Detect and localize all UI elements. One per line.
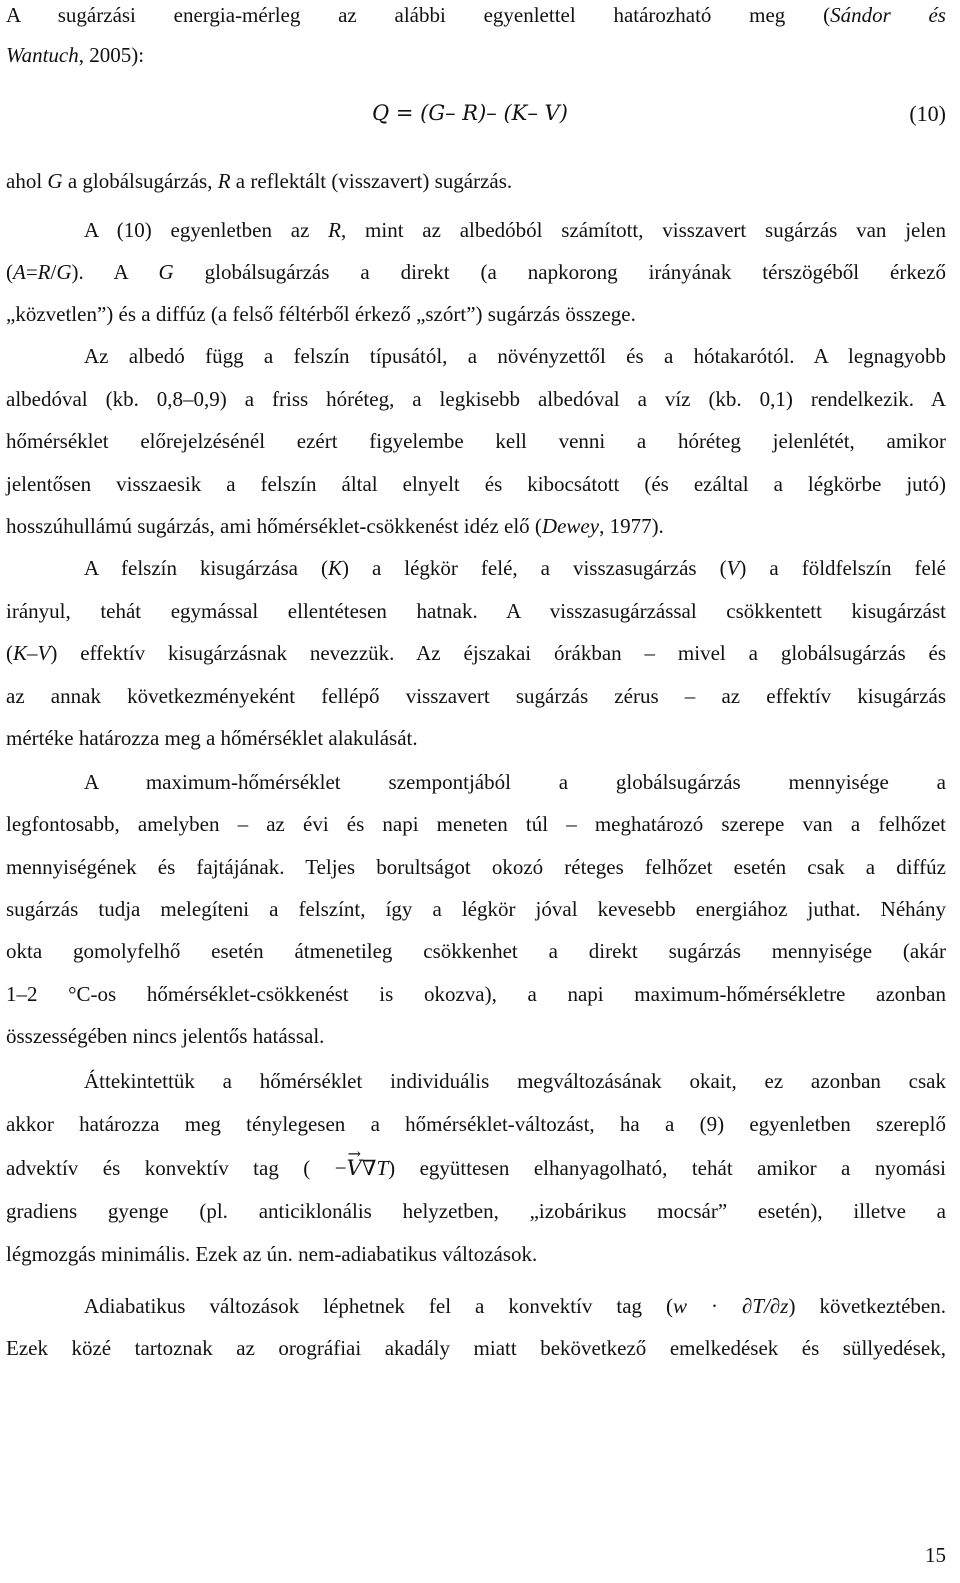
text-line: mennyiségének és fajtájának. Teljes borultságot okozó réteges felhőzet esetén csak a diffúz: [6, 855, 946, 879]
text-line: hőmérséklet előrejelzésénél ezért figyelembe kell venni a hóréteg jelenlétét, amikor: [6, 429, 946, 453]
text-line: (K–V) effektív kisugárzásnak nevezzük. Az éjszakai órákban – mivel a globálsugárzás és: [6, 641, 946, 665]
text-line: összességében nincs jelentős hatással.: [6, 1024, 325, 1048]
text-line: Áttekintettük a hőmérséklet individuális megváltozásának okait, ez azonban csak: [84, 1069, 946, 1093]
text-line: okta gomolyfelhő esetén átmenetileg csökkenhet a direkt sugárzás mennyisége (akár: [6, 939, 946, 963]
text-line: A (10) egyenletben az R, mint az albedóból számított, visszavert sugárzás van jelen: [84, 218, 946, 242]
equation-number: (10): [909, 101, 946, 126]
text-segment: Adiabatikus változások léphetnek fel a konvektív tag (: [84, 1294, 674, 1318]
text-line: légmozgás minimális. Ezek az ún. nem-adiabatikus változások.: [6, 1242, 538, 1266]
text-line: Wantuch, 2005):: [6, 43, 145, 67]
equation-formula: Q = (G– R)– (K– V): [372, 101, 568, 125]
text-segment: advektív és konvektív tag (: [6, 1156, 311, 1180]
text-line: az annak következményeként fellépő visszavert sugárzás zérus – az effektív kisugárzás: [6, 684, 946, 708]
text-segment: ) következtében.: [788, 1294, 946, 1318]
text-line: albedóval (kb. 0,8–0,9) a friss hóréteg, a legkisebb albedóval a víz (kb. 0,1) rendelkezik. A: [6, 387, 946, 411]
var-w: w: [673, 1294, 688, 1318]
text-line: mértéke határozza meg a hőmérséklet alakulását.: [6, 726, 418, 750]
vector-v: → V: [347, 1155, 362, 1181]
dot-operator: ·: [687, 1294, 743, 1318]
page-number: 15: [925, 1543, 946, 1567]
text-line: jelentősen visszaesik a felszín által elnyelt és kibocsátott (és ezáltal a légkörbe jutó): [6, 472, 946, 496]
text-line: sugárzás tudja melegíteni a felszínt, így a légkör jóval kevesebb energiához juthat. Néhány: [6, 897, 946, 921]
text-line: gradiens gyenge (pl. anticiklonális helyzetben, „izobárikus mocsár” esetén), illetve a: [6, 1199, 946, 1223]
text-line: hosszúhullámú sugárzás, ami hőmérséklet-csökkenést idéz elő (Dewey, 1977).: [6, 514, 664, 538]
text-line: A maximum-hőmérséklet szempontjából a globálsugárzás mennyisége a: [84, 770, 946, 794]
text-line: „közvetlen”) és a diffúz (a felső féltérből érkező „szórt”) sugárzás összege.: [6, 302, 636, 326]
text-line: A felszín kisugárzása (K) a légkör felé, a visszasugárzás (V) a földfelszín felé: [84, 556, 946, 580]
minus-sign: −: [334, 1156, 347, 1180]
text-line: Ezek közé tartoznak az orográfiai akadály miatt bekövetkező emelkedések és süllyedések,: [6, 1336, 946, 1360]
equation-10: [0, 101, 946, 141]
text-line: Az albedó függ a felszín típusától, a növényzettől és a hótakarótól. A legnagyobb: [84, 344, 946, 368]
text-line: 1–2 °C-os hőmérséklet-csökkenést is okozva), a napi maximum-hőmérsékletre azonban: [6, 982, 946, 1006]
nabla-t: ∇T: [361, 1156, 389, 1180]
text-line: ahol G a globálsugárzás, R a reflektált (visszavert) sugárzás.: [6, 169, 513, 193]
adiabatic-line: [84, 1293, 946, 1319]
advection-line: [6, 1155, 946, 1181]
text-line: A sugárzási energia-mérleg az alábbi egyenlettel határozható meg (Sándor és: [6, 3, 946, 27]
text-segment: ) együttesen elhanyagolható, tehát amikor a nyomási: [388, 1156, 946, 1180]
partial-derivative: ∂T/∂z: [742, 1294, 789, 1318]
text-line: (A=R/G). A G globálsugárzás a direkt (a napkorong irányának térszögéből érkező: [6, 260, 946, 284]
text-line: akkor határozza meg ténylegesen a hőmérséklet-változást, ha a (9) egyenletben szereplő: [6, 1112, 946, 1136]
text-line: legfontosabb, amelyben – az évi és napi meneten túl – meghatározó szerepe van a felhőzet: [6, 812, 946, 836]
text-line: irányul, tehát egymással ellentétesen hatnak. A visszasugárzással csökkentett kisugárzást: [6, 599, 946, 623]
